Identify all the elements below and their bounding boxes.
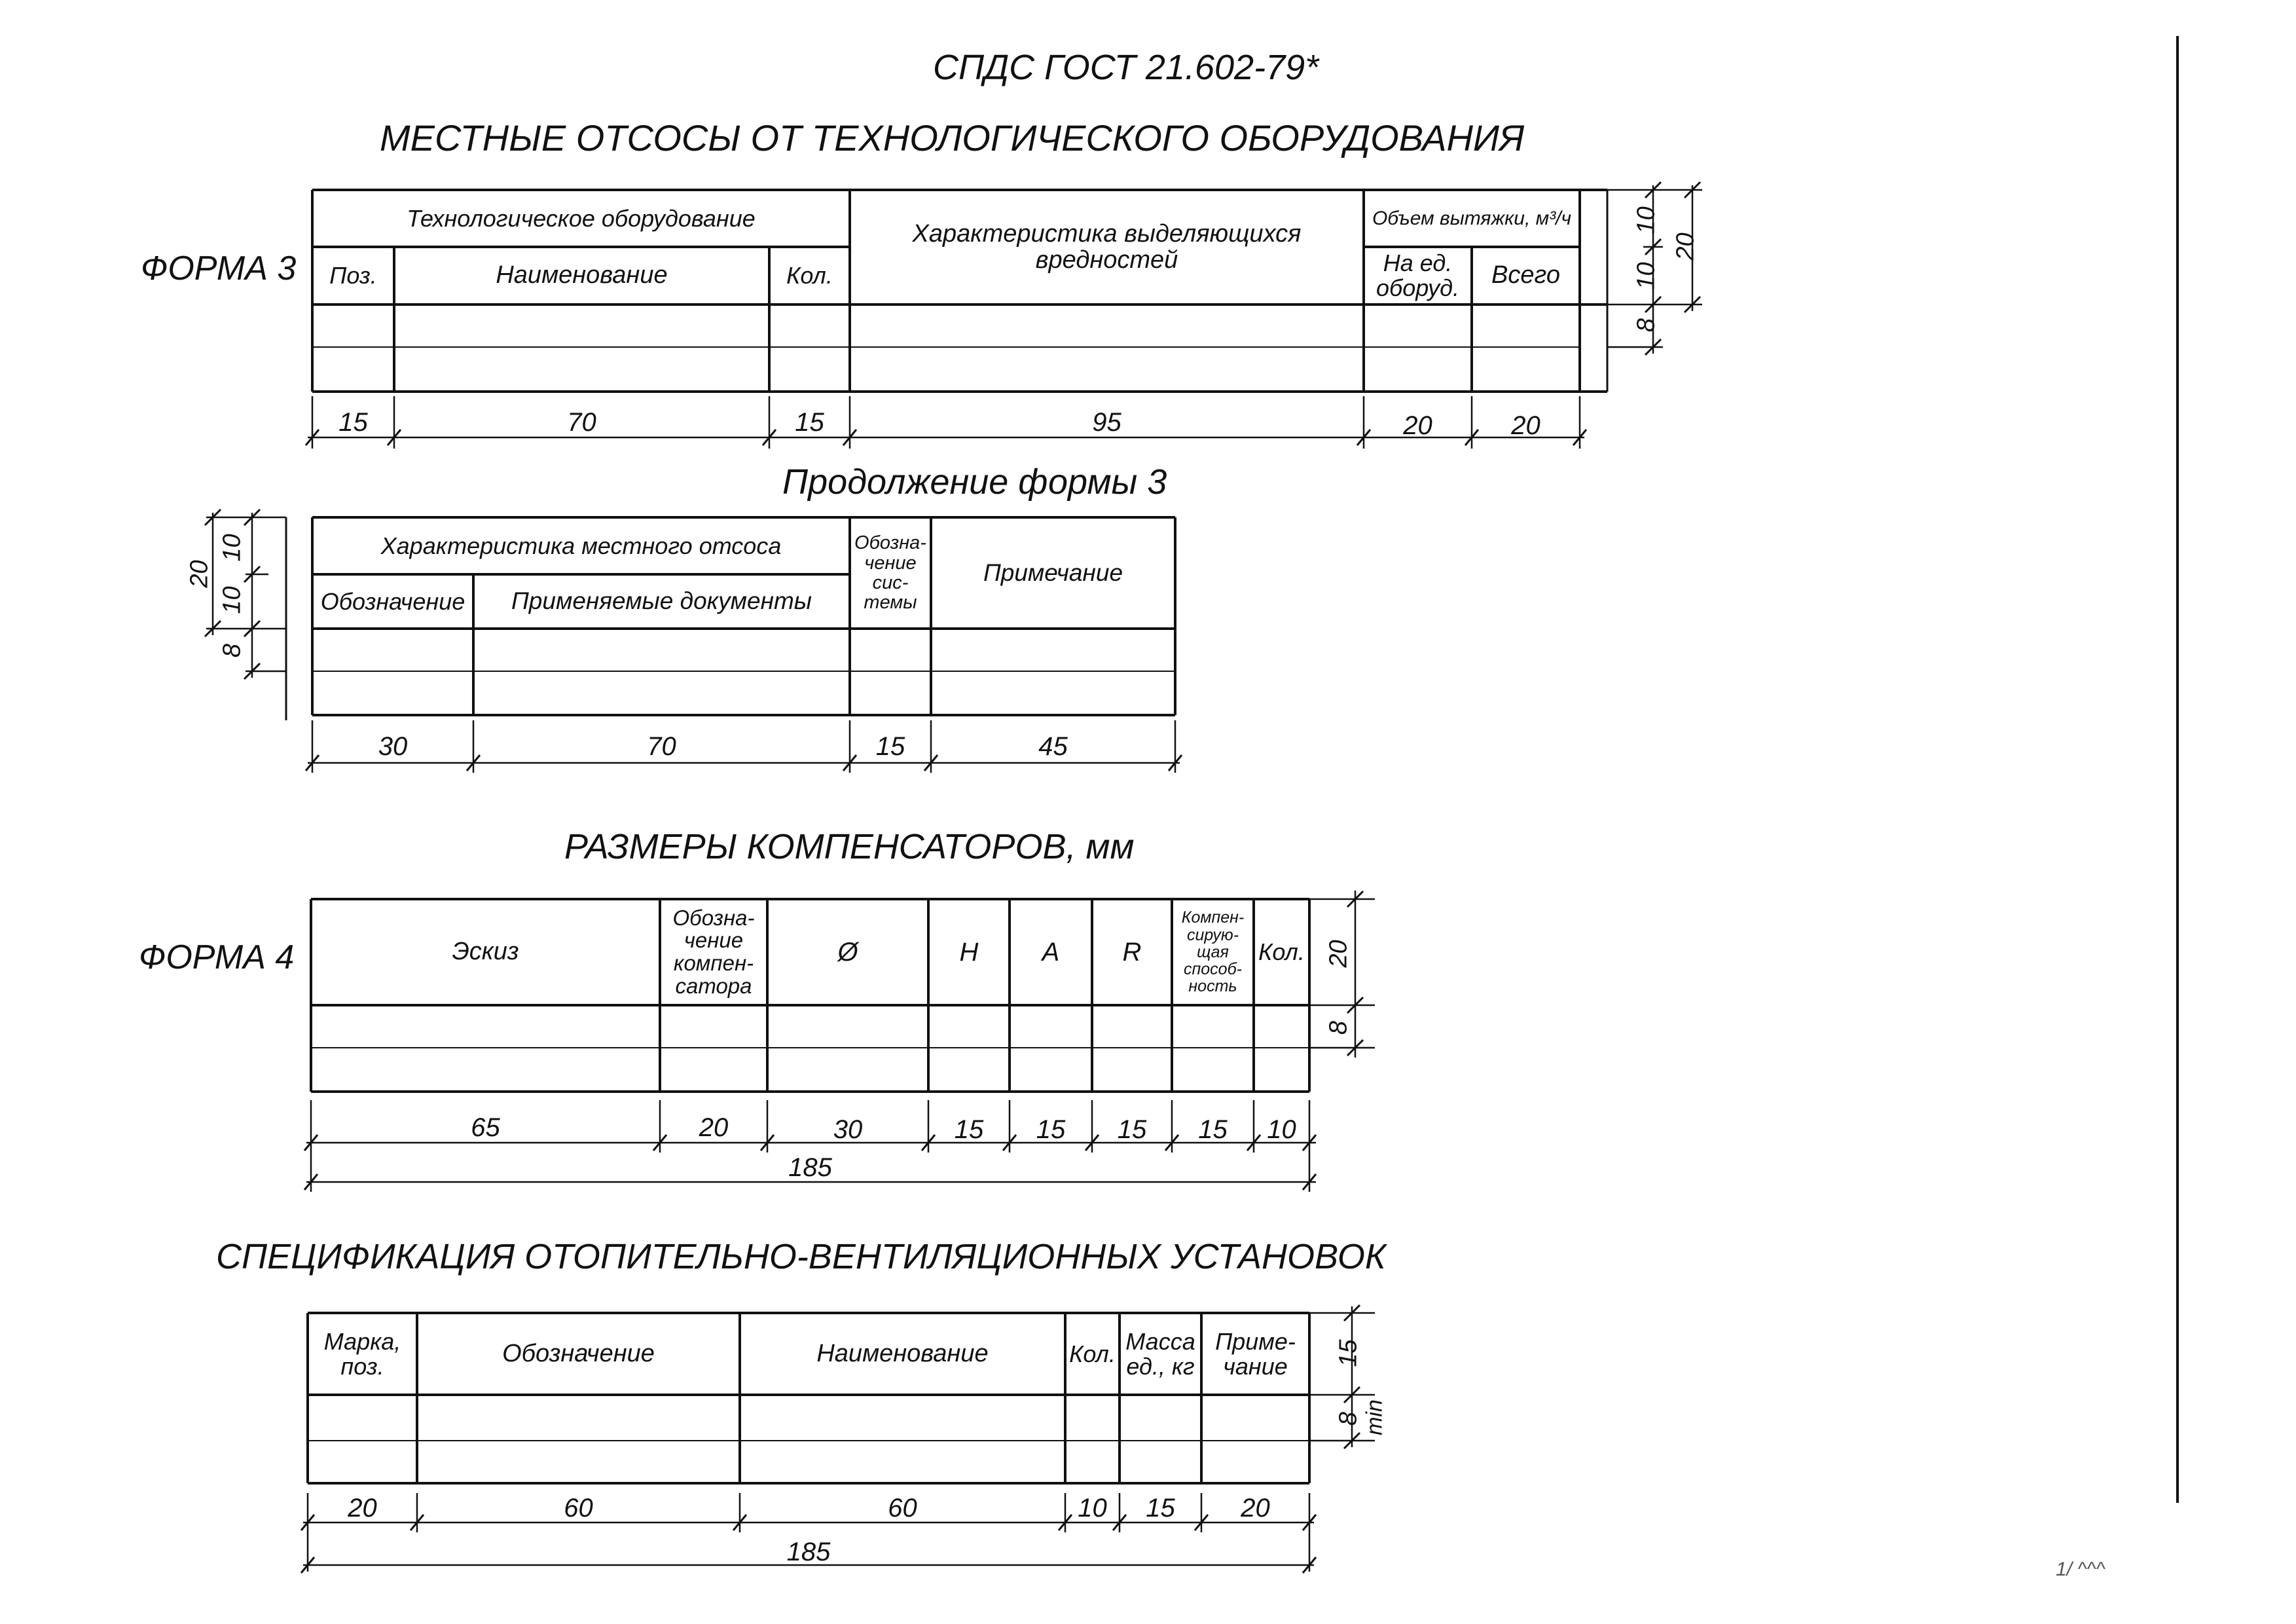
spec-width-mark: 20 <box>348 1494 377 1522</box>
form3-cont-width-docs: 70 <box>647 732 676 761</box>
form3-height-1: 10 <box>1632 206 1660 234</box>
form3-cont-col-system: Обозна- чение сис- темы <box>854 532 926 614</box>
form4-col-qty: Кол. <box>1258 938 1305 966</box>
form3-cont-height-1: 10 <box>218 534 246 562</box>
form3-col-hazards: Характеристика выделяющихся вредностей <box>912 219 1302 274</box>
spec-width-qty: 10 <box>1078 1494 1107 1522</box>
form3-cont-col-note: Примечание <box>983 559 1123 586</box>
form3-width-pos: 15 <box>338 408 368 437</box>
form3-cont-width-system: 15 <box>875 732 905 761</box>
spec-width-name: 60 <box>888 1494 917 1522</box>
form3-height-sum: 20 <box>1671 232 1700 261</box>
form4-height-row: 8 <box>1324 1020 1353 1035</box>
form4-col-diameter: Ø <box>837 938 858 967</box>
form3-group-volume: Объем вытяжки, м³/ч <box>1372 207 1572 229</box>
form3-cont-width-designation: 30 <box>378 732 408 761</box>
form3-width-hazards: 95 <box>1092 408 1121 437</box>
form3-col-qty: Кол. <box>786 262 833 289</box>
form3-col-per-unit: На ед. оборуд. <box>1376 249 1460 301</box>
form3-cont-group-local: Характеристика местного отсоса <box>380 532 782 559</box>
form3-label: ФОРМА 3 <box>141 249 297 287</box>
form4-width-capacity: 15 <box>1198 1115 1228 1144</box>
form4-width-qty: 10 <box>1267 1115 1296 1144</box>
form3-title: МЕСТНЫЕ ОТСОСЫ ОТ ТЕХНОЛОГИЧЕСКОГО ОБОРУДОВАНИЯ <box>380 117 1525 158</box>
form4-height-head: 20 <box>1324 940 1353 968</box>
spec-col-qty: Кол. <box>1069 1340 1116 1367</box>
spec-height-row: 8 <box>1334 1411 1362 1426</box>
form4-width-h: 15 <box>954 1115 984 1144</box>
form4-label: ФОРМА 4 <box>139 938 295 976</box>
form4-total-width: 185 <box>788 1153 832 1182</box>
form3-cont-col-docs: Применяемые документы <box>511 587 812 615</box>
form4-width-a: 15 <box>1036 1115 1066 1144</box>
page-corner-mark: 1/ ^^^ <box>2056 1559 2105 1580</box>
form4-col-a: A <box>1042 938 1060 967</box>
form3-width-per-unit: 20 <box>1403 411 1432 440</box>
form4-col-h: H <box>959 938 979 967</box>
spec-height-min: min <box>1362 1399 1387 1435</box>
spec-title: СПЕЦИФИКАЦИЯ ОТОПИТЕЛЬНО-ВЕНТИЛЯЦИОННЫХ УСТАНОВОК <box>216 1237 1386 1276</box>
form4-col-r: R <box>1122 938 1142 967</box>
form3-group-equipment: Технологическое оборудование <box>407 204 756 232</box>
spec-width-designation: 60 <box>564 1494 593 1522</box>
form4-width-designation: 20 <box>699 1113 729 1142</box>
form4-col-sketch: Эскиз <box>452 938 519 966</box>
form3-width-qty: 15 <box>795 408 824 437</box>
form4-width-diameter: 30 <box>833 1115 863 1144</box>
form3-height-2: 10 <box>1632 262 1660 290</box>
form3-height-row: 8 <box>1632 318 1660 333</box>
form3-cont-title: Продолжение формы 3 <box>782 462 1167 502</box>
spec-total-width: 185 <box>786 1538 831 1566</box>
form3-cont-width-note: 45 <box>1038 732 1068 761</box>
form3-cont-height-row: 8 <box>218 643 246 658</box>
form3-col-total: Всего <box>1491 261 1560 289</box>
form3-width-total: 20 <box>1511 411 1540 440</box>
spec-col-name: Наименование <box>816 1339 989 1367</box>
form3-cont-height-2: 10 <box>218 586 246 614</box>
form3-cont-col-designation: Обозначение <box>320 587 465 615</box>
spec-col-mark: Марка, поз. <box>323 1327 401 1380</box>
form4-col-designation: Обозна- чение компен- сатора <box>672 905 755 998</box>
form4-title: РАЗМЕРЫ КОМПЕНСАТОРОВ, мм <box>564 827 1135 866</box>
spec-col-designation: Обозначение <box>502 1339 655 1367</box>
spec-col-note: Приме- чание <box>1215 1327 1296 1380</box>
form4-width-sketch: 65 <box>471 1113 500 1142</box>
form3-width-name: 70 <box>567 408 596 437</box>
spec-col-mass: Масса ед., кг <box>1125 1327 1195 1380</box>
form3-col-pos: Поз. <box>329 262 377 289</box>
form4-width-r: 15 <box>1117 1115 1147 1144</box>
spec-width-note: 20 <box>1241 1494 1270 1522</box>
spec-width-mass: 15 <box>1146 1494 1175 1522</box>
form3-cont-height-sum: 20 <box>185 560 213 588</box>
form4-col-capacity: Компен- сирую- щая способ- ность <box>1181 908 1245 996</box>
form3-col-name: Наименование <box>496 261 668 289</box>
spec-height-head: 15 <box>1334 1339 1362 1367</box>
standard-header: СПДС ГОСТ 21.602-79* <box>933 48 1319 87</box>
